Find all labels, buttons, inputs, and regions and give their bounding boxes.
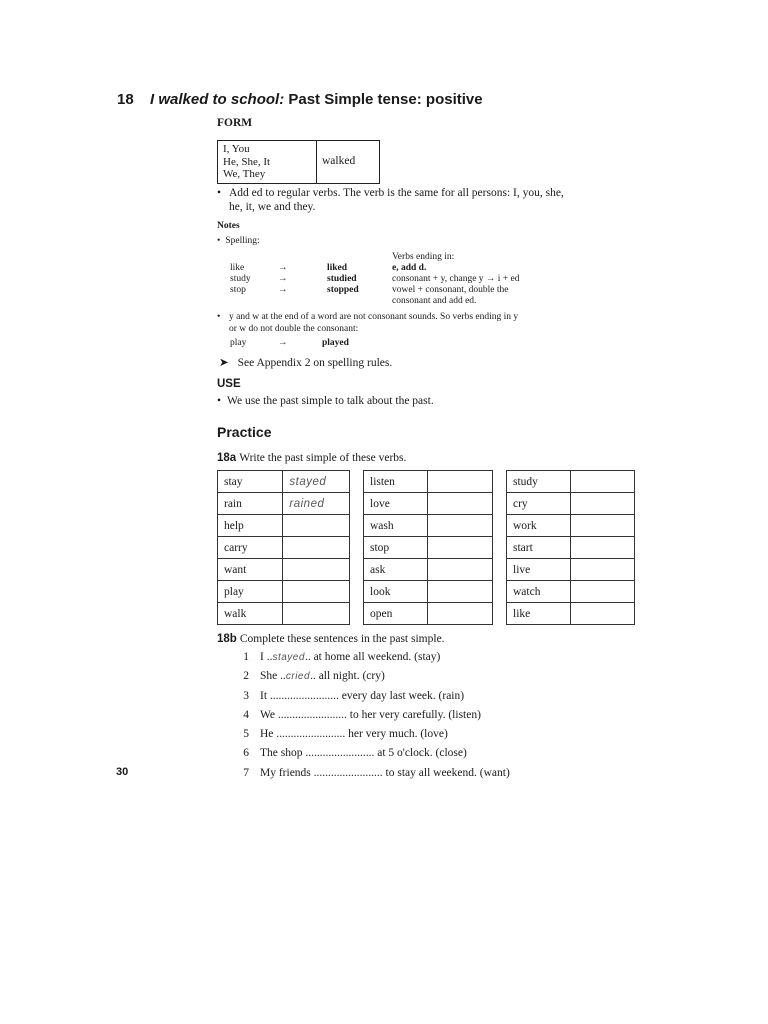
verbs-ending-header: Verbs ending in: — [392, 252, 455, 262]
list-item — [239, 747, 619, 766]
answer-cell[interactable] — [283, 581, 350, 603]
table-row — [218, 515, 350, 537]
answer-cell[interactable] — [570, 559, 634, 581]
sentence-end: to her very carefully. (listen) — [346, 708, 481, 721]
rule-line-2: he, it, we and they. — [229, 201, 316, 213]
sentence-number: 4 — [243, 708, 249, 721]
table-row — [364, 537, 493, 559]
spelling-past: studied — [327, 274, 357, 284]
list-item — [239, 728, 619, 747]
table-row — [364, 471, 493, 493]
list-item — [239, 651, 619, 670]
verb-cell: walk — [218, 603, 283, 625]
answer-cell[interactable] — [570, 581, 634, 603]
sentence-start: We ........................ — [260, 708, 347, 721]
verb-cell: start — [507, 537, 571, 559]
verb-grid-1 — [217, 470, 350, 625]
spelling-base: study — [230, 274, 251, 284]
sentence-end: at 5 o'clock. (close) — [374, 747, 467, 760]
table-row — [364, 515, 493, 537]
answer-cell[interactable]: rained — [283, 493, 350, 515]
answer-cell[interactable] — [427, 559, 492, 581]
table-row — [218, 493, 350, 515]
arrow-icon: → — [278, 338, 288, 348]
use-text: We use the past simple to talk about the past. — [227, 395, 434, 407]
arrow-icon: → — [278, 274, 288, 284]
unit-title-italic: I walked to school: — [150, 91, 285, 108]
spelling-base: stop — [230, 285, 246, 295]
bullet-icon: • — [217, 236, 221, 246]
table-row — [507, 471, 635, 493]
verb-cell: like — [507, 603, 571, 625]
verb-cell: help — [218, 515, 283, 537]
notes-label: Notes — [217, 221, 240, 231]
example-base: play — [230, 338, 247, 348]
sentence-end: her very much. (love) — [345, 728, 448, 741]
unit-title-rest: Past Simple tense: positive — [284, 91, 483, 108]
sentence-list — [239, 651, 619, 786]
table-row — [218, 603, 350, 625]
appendix-note — [219, 356, 392, 370]
sentence-end: .. all night. (cry) — [310, 670, 385, 683]
sentence-start: I .. — [260, 651, 273, 663]
answer-cell[interactable] — [427, 515, 492, 537]
spelling-rule: vowel + consonant, double the — [392, 285, 509, 295]
sentence-start: She .. — [260, 670, 286, 683]
answer-cell[interactable] — [570, 515, 634, 537]
list-item — [239, 709, 619, 728]
verb-cell: study — [507, 471, 571, 493]
sentence-number: 2 — [243, 670, 249, 683]
table-row — [507, 515, 635, 537]
answer-cell[interactable] — [283, 515, 350, 537]
verb-grid-2 — [363, 470, 493, 625]
sentence-answer[interactable]: cried — [285, 671, 311, 683]
verb-cell: rain — [218, 493, 283, 515]
verb-cell: watch — [507, 581, 571, 603]
sentence-end: every day last week. (rain) — [338, 689, 465, 702]
answer-cell[interactable] — [427, 581, 492, 603]
unit-title — [150, 91, 483, 108]
yw-line-1: y and w at the end of a word are not consonant sounds. So verbs ending in y — [229, 312, 519, 322]
arrow-icon: → — [278, 285, 288, 295]
arrow-icon: → — [278, 263, 288, 273]
sentence-answer[interactable]: stayed — [272, 652, 305, 663]
sentence-start: He ........................ — [260, 728, 346, 741]
verb-cell: look — [364, 581, 428, 603]
verb-cell: live — [507, 559, 571, 581]
verb-cell: stop — [364, 537, 428, 559]
answer-cell[interactable] — [570, 493, 634, 515]
answer-cell[interactable] — [427, 537, 492, 559]
table-row — [364, 603, 493, 625]
verb-cell: stay — [218, 471, 283, 493]
form-verb-cell: walked — [322, 155, 356, 167]
answer-cell[interactable] — [427, 493, 492, 515]
spelling-rule: consonant + y, change y → i + ed — [392, 274, 520, 284]
sentence-number: 3 — [243, 689, 249, 702]
yw-note — [217, 312, 597, 335]
verb-cell: work — [507, 515, 571, 537]
table-row — [507, 581, 635, 603]
sentence-start: It ........................ — [260, 689, 339, 702]
table-row — [507, 603, 635, 625]
form-subject: He, She, It — [223, 155, 271, 168]
verb-cell: play — [218, 581, 283, 603]
list-item — [239, 670, 619, 689]
exercise-number: 18b — [217, 633, 237, 645]
answer-cell[interactable] — [283, 559, 350, 581]
verb-grid-3 — [506, 470, 635, 625]
table-row — [364, 493, 493, 515]
answer-cell[interactable] — [427, 471, 492, 493]
table-row — [364, 581, 493, 603]
form-subject: I, You — [223, 143, 250, 155]
example-past: played — [322, 338, 349, 348]
use-bullet — [217, 394, 434, 408]
answer-cell[interactable] — [427, 603, 492, 625]
verb-cell: cry — [507, 493, 571, 515]
spelling-label-text: Spelling: — [225, 236, 260, 246]
answer-cell[interactable] — [570, 537, 634, 559]
exercise-18a-instruction — [217, 451, 406, 465]
form-label: FORM — [217, 117, 253, 129]
sentence-number: 6 — [243, 747, 249, 760]
table-row — [507, 537, 635, 559]
yw-line-2: or w do not double the consonant: — [229, 323, 359, 334]
rule-bullet — [217, 186, 617, 214]
arrow-head-icon: ➤ — [219, 357, 229, 369]
verb-cell: want — [218, 559, 283, 581]
bullet-icon: • — [217, 395, 222, 407]
form-subject: We, They — [223, 168, 266, 180]
exercise-number: 18a — [217, 452, 237, 464]
sentence-number: 1 — [243, 651, 249, 663]
answer-cell[interactable] — [283, 537, 350, 559]
spelling-rule-continued: consonant and add ed. — [392, 296, 477, 306]
verb-cell: open — [364, 603, 428, 625]
sentence-end: .. at home all weekend. (stay) — [304, 651, 441, 663]
verb-cell: ask — [364, 559, 428, 581]
bullet-icon: • — [217, 312, 221, 322]
table-row — [218, 559, 350, 581]
practice-heading: Practice — [217, 424, 272, 440]
answer-cell[interactable] — [283, 603, 350, 625]
answer-cell[interactable]: stayed — [283, 471, 350, 493]
spelling-label — [217, 236, 260, 248]
exercise-18b-instruction — [217, 632, 445, 646]
table-row — [218, 581, 350, 603]
form-subjects-cell — [218, 141, 317, 183]
verb-cell: carry — [218, 537, 283, 559]
sentence-start: My friends ........................ — [260, 766, 383, 779]
verb-cell: listen — [364, 471, 428, 493]
instruction-text: Complete these sentences in the past simple. — [239, 633, 445, 645]
rule-line-1: Add ed to regular verbs. The verb is the same for all persons: I, you, she, — [229, 187, 564, 199]
sentence-number: 5 — [243, 728, 249, 741]
table-row — [218, 537, 350, 559]
sentence-start: The shop ........................ — [260, 747, 375, 760]
appendix-text: See Appendix 2 on spelling rules. — [237, 357, 393, 369]
answer-cell[interactable] — [570, 603, 634, 625]
answer-cell[interactable] — [570, 471, 634, 493]
sentence-end: to stay all weekend. (want) — [382, 766, 510, 779]
list-item — [239, 767, 619, 786]
verb-cell: love — [364, 493, 428, 515]
table-row — [507, 493, 635, 515]
instruction-text: Write the past simple of these verbs. — [239, 452, 407, 464]
table-row — [364, 559, 493, 581]
sentence-number: 7 — [243, 766, 249, 779]
unit-number: 18 — [117, 91, 134, 108]
table-row — [218, 471, 350, 493]
spelling-base: like — [230, 263, 245, 273]
list-item — [239, 690, 619, 709]
spelling-past: liked — [327, 263, 348, 273]
bullet-icon: • — [217, 187, 222, 199]
use-label: USE — [217, 378, 241, 390]
verb-cell: wash — [364, 515, 428, 537]
table-row — [507, 559, 635, 581]
spelling-rule: e, add d. — [392, 263, 427, 273]
page-number: 30 — [116, 766, 129, 778]
spelling-past: stopped — [327, 285, 359, 295]
form-table — [217, 140, 380, 184]
